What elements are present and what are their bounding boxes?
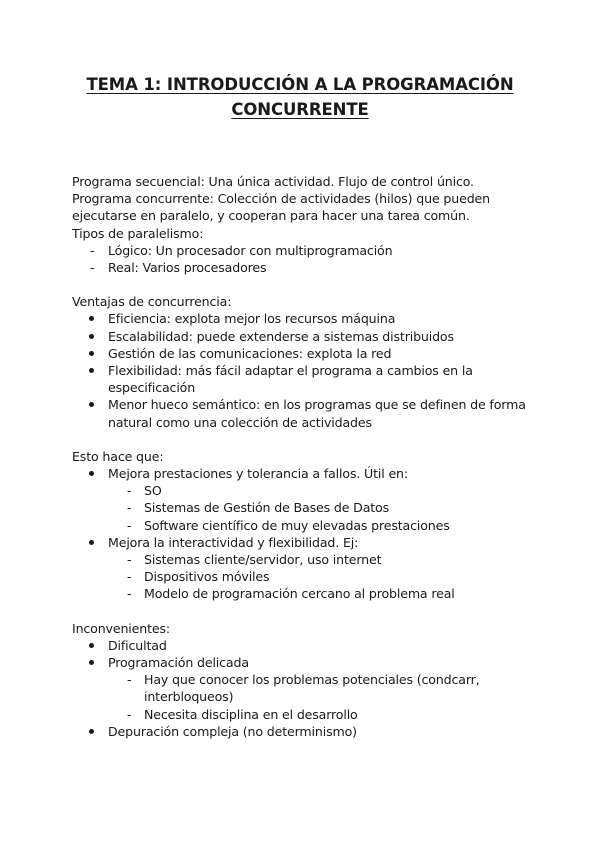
inconvenientes-list [72,637,542,740]
page-title [40,72,560,122]
tipos-list [72,242,542,276]
list-item-text: Programación delicada [108,655,249,671]
list-item [72,654,542,723]
sublist-item: - Software científico de muy elevadas prestaciones [72,517,542,534]
document-body [72,173,542,740]
ventajas-heading: Ventajas de concurrencia: [72,294,232,310]
list-item: Escalabilidad: puede extenderse a sistemas distribuidos [72,328,542,345]
list-item: Eficiencia: explota mejor los recursos máquina [72,310,542,327]
list-item: Flexibilidad: más fácil adaptar el programa a cambios en la especificación [72,362,542,396]
sublist [72,482,542,534]
list-item-text: Mejora la interactividad y flexibilidad. Ej: [108,534,359,550]
inconvenientes-heading: Inconvenientes: [72,620,170,636]
ventajas-list [72,310,542,430]
sublist-item: - SO [72,482,542,499]
list-item: - Real: Varios procesadores [72,259,542,276]
title-line-1: TEMA 1: INTRODUCCIÓN A LA PROGRAMACIÓN [86,75,514,94]
sublist [72,671,542,723]
sublist [72,551,542,603]
list-item: Dificultad [72,637,542,654]
list-item: Menor hueco semántico: en los programas que se definen de forma natural como una colección de actividades [72,396,542,430]
sublist-item: - Dispositivos móviles [72,568,542,585]
title-line-2: CONCURRENTE [231,100,369,119]
sublist-item: - Necesita disciplina en el desarrollo [72,706,542,723]
sublist-item: - Hay que conocer los problemas potenciales (condcarr, interbloqueos) [72,671,542,705]
sublist-item: - Sistemas de Gestión de Bases de Datos [72,499,542,516]
esto-heading: Esto hace que: [72,448,164,464]
tipos-heading: Tipos de paralelismo: [72,225,204,241]
list-item-text: Mejora prestaciones y tolerancia a fallos. Útil en: [108,466,408,482]
paragraph-concurrente: Programa concurrente: Colección de actividades (hilos) que pueden ejecutarse en paralelo, y cooperan para hacer una tarea común. [72,191,490,224]
list-item: Depuración compleja (no determinismo) [72,723,542,740]
list-item [72,465,542,534]
sublist-item: - Sistemas cliente/servidor, uso internet [72,551,542,568]
list-item: - Lógico: Un procesador con multiprogramación [72,242,542,259]
esto-list [72,465,542,603]
paragraph-secuencial: Programa secuencial: Una única actividad. Flujo de control único. [72,174,474,189]
list-item [72,534,542,603]
list-item: Gestión de las comunicaciones: explota la red [72,345,542,362]
sublist-item: - Modelo de programación cercano al problema real [72,585,542,602]
